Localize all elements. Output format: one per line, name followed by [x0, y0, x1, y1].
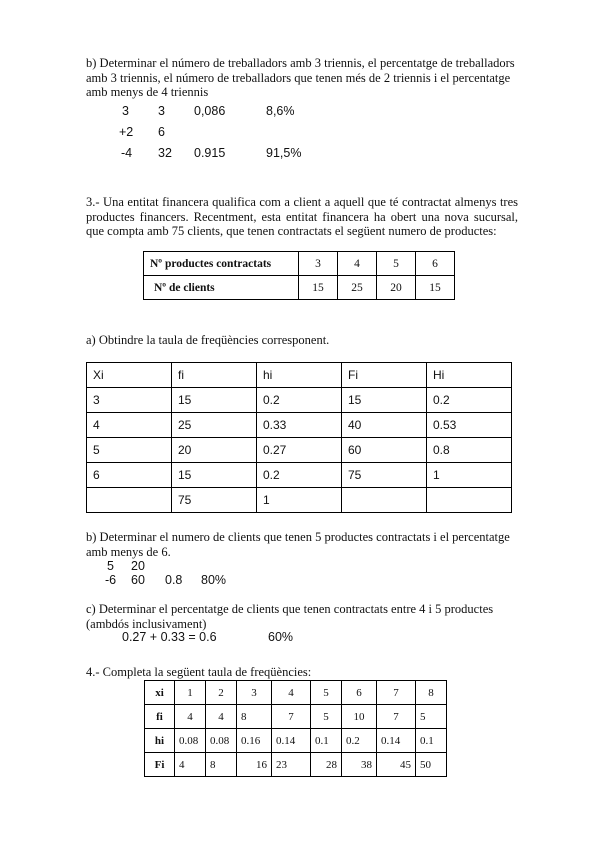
table-cell: 28	[311, 753, 342, 777]
table-cell: 0.2	[427, 388, 512, 413]
table-cell: 0.14	[272, 729, 311, 753]
table-cell: 0.1	[311, 729, 342, 753]
table-cell: 38	[342, 753, 377, 777]
table-cell: 20	[172, 438, 257, 463]
answer-cell: 60	[131, 573, 145, 587]
table-cell: 75	[172, 488, 257, 513]
answer-cell: 0,086	[194, 104, 226, 118]
column-header: Xi	[87, 363, 172, 388]
answer-cell: 0.8	[165, 573, 183, 587]
table-cell: 15	[342, 388, 427, 413]
answer-row-2	[0, 125, 600, 139]
answer-cell: 3	[122, 104, 129, 118]
table-cell: 25	[172, 413, 257, 438]
question-b-triennis: b) Determinar el número de treballadors amb 3 triennis, el percentatge de treballadors amb 3 triennis, el número de treballadors que tenen més de 2 triennis i el percentatge amb menys de 4 triennis	[86, 56, 515, 99]
table-header-row	[87, 363, 512, 388]
table-cell: 60	[342, 438, 427, 463]
answer-cell: 91,5%	[266, 146, 302, 160]
table-cell	[427, 488, 512, 513]
table-cell: 16	[237, 753, 272, 777]
answer-cell: 3	[158, 104, 165, 118]
table-cell: 40	[342, 413, 427, 438]
table-cell: 6	[87, 463, 172, 488]
table-cell	[342, 488, 427, 513]
table-cell: 3	[299, 252, 338, 276]
table-row	[145, 753, 447, 777]
complete-frequency-table	[144, 680, 447, 777]
table-cell: 0.2	[257, 388, 342, 413]
table-cell: 45	[377, 753, 416, 777]
table-cell: 25	[338, 276, 377, 300]
table-cell: 5	[311, 705, 342, 729]
answer-percentage: 60%	[268, 630, 294, 644]
answer-cell: 0.915	[194, 146, 226, 160]
question-b-clients: b) Determinar el numero de clients que tenen 5 productes contractats i el percentatge amb menys de 6.	[86, 530, 510, 559]
table-cell: 23	[272, 753, 311, 777]
table-cell: 5	[311, 681, 342, 705]
answer-cell: 6	[158, 125, 165, 139]
answer-row-1	[0, 104, 600, 118]
answer-cell: -4	[121, 146, 133, 160]
table-cell: 5	[377, 252, 416, 276]
table-cell: 7	[377, 681, 416, 705]
answer-row-3	[0, 146, 600, 160]
answer-cell: 8,6%	[266, 104, 295, 118]
table-cell: 4	[87, 413, 172, 438]
table-row	[144, 252, 455, 276]
table-cell: 0.14	[377, 729, 416, 753]
frequency-table	[86, 362, 512, 513]
table-cell: 8	[206, 753, 237, 777]
column-header: fi	[172, 363, 257, 388]
table-cell: 0.8	[427, 438, 512, 463]
answer-row-2	[0, 573, 600, 587]
row-header: xi	[145, 681, 175, 705]
table-cell: 4	[206, 705, 237, 729]
row-header: Nº productes contractats	[144, 252, 299, 276]
table-cell: 1	[427, 463, 512, 488]
question-4: 4.- Completa la següent taula de freqüències:	[86, 665, 312, 679]
table-cell: 0.08	[175, 729, 206, 753]
answer-cell: -6	[105, 573, 117, 587]
table-cell: 75	[342, 463, 427, 488]
column-header: Fi	[342, 363, 427, 388]
table-cell: 6	[416, 252, 455, 276]
table-cell: 4	[338, 252, 377, 276]
table-cell: 4	[175, 753, 206, 777]
question-c: c) Determinar el percentatge de clients que tenen contractats entre 4 i 5 productes (ambdós inclusivament)	[86, 602, 494, 631]
table-cell: 3	[87, 388, 172, 413]
column-header: hi	[257, 363, 342, 388]
table-row	[87, 438, 512, 463]
table-cell: 15	[172, 388, 257, 413]
row-header: fi	[145, 705, 175, 729]
answer-cell: 20	[131, 559, 145, 573]
table-row	[145, 681, 447, 705]
table-row	[87, 463, 512, 488]
table-cell: 0.53	[427, 413, 512, 438]
row-header: Nº de clients	[144, 276, 299, 300]
question-3-statement: 3.- Una entitat financera qualifica com a client a aquell que té contractat almenys tres productes financers. Recentment, esta entitat financera ha obert una nova sucursal, que compta amb 75 clients, que tenen contractats el següent numero de productes:	[86, 195, 518, 238]
answer-row-c	[0, 630, 600, 644]
table-cell: 4	[272, 681, 311, 705]
table-cell: 0.1	[416, 729, 447, 753]
table-cell: 5	[87, 438, 172, 463]
table-row	[87, 388, 512, 413]
answer-cell: +2	[119, 125, 134, 139]
table-cell: 0.08	[206, 729, 237, 753]
table-cell: 20	[377, 276, 416, 300]
answer-cell: 32	[158, 146, 172, 160]
question-a: a) Obtindre la taula de freqüències corresponent.	[86, 333, 330, 347]
table-total-row	[87, 488, 512, 513]
table-cell: 3	[237, 681, 272, 705]
table-row	[145, 705, 447, 729]
answer-formula: 0.27 + 0.33 = 0.6	[122, 630, 217, 644]
products-table	[143, 251, 455, 300]
answer-cell: 80%	[201, 573, 227, 587]
table-row	[145, 729, 447, 753]
table-cell: 0.2	[342, 729, 377, 753]
table-cell: 5	[416, 705, 447, 729]
table-cell: 8	[237, 705, 272, 729]
table-cell: 8	[416, 681, 447, 705]
table-row	[87, 413, 512, 438]
answer-row-1	[0, 559, 600, 573]
table-cell: 15	[416, 276, 455, 300]
row-header: hi	[145, 729, 175, 753]
table-cell: 6	[342, 681, 377, 705]
table-cell: 10	[342, 705, 377, 729]
table-cell: 7	[272, 705, 311, 729]
answer-cell: 5	[107, 559, 114, 573]
table-cell: 2	[206, 681, 237, 705]
table-cell: 0.33	[257, 413, 342, 438]
table-row	[144, 276, 455, 300]
column-header: Hi	[427, 363, 512, 388]
table-cell: 0.2	[257, 463, 342, 488]
table-cell: 15	[299, 276, 338, 300]
table-cell: 1	[257, 488, 342, 513]
table-cell: 4	[175, 705, 206, 729]
table-cell: 7	[377, 705, 416, 729]
table-cell	[87, 488, 172, 513]
table-cell: 15	[172, 463, 257, 488]
table-cell: 1	[175, 681, 206, 705]
row-header: Fi	[145, 753, 175, 777]
table-cell: 0.16	[237, 729, 272, 753]
table-cell: 0.27	[257, 438, 342, 463]
table-cell: 50	[416, 753, 447, 777]
